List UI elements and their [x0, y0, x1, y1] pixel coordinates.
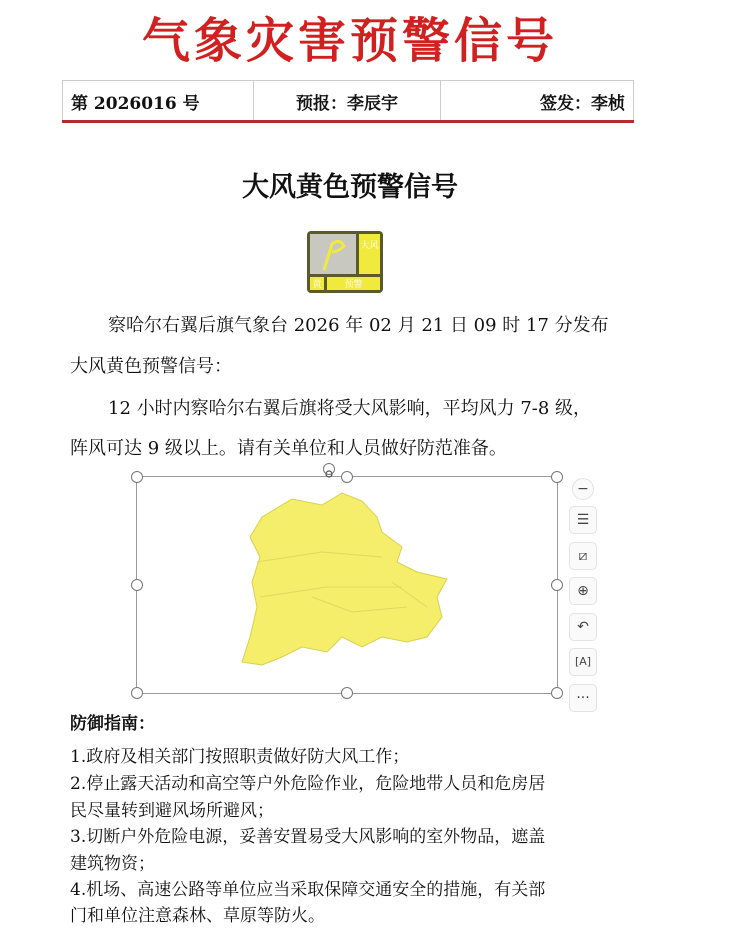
guide-line: 1.政府及相关部门按照职责做好防大风工作； [70, 747, 410, 767]
guide-line: 2.停止露天活动和高空等户外危险作业，危险地带人员和危房居 [70, 774, 546, 794]
guide-line: 民尽量转到避风场所避风； [70, 801, 274, 821]
resize-handle-tl[interactable] [131, 471, 143, 483]
icon-label-left: 黄 [310, 277, 324, 290]
icon-label-bottom: 预警 [327, 277, 380, 290]
guide-line: 4.机场、高速公路等单位应当采取保障交通安全的措施，有关部 [70, 880, 546, 900]
region-map [232, 487, 462, 667]
icon-label-top: 大风 [359, 234, 380, 274]
more-icon[interactable]: ··· [569, 684, 597, 712]
selected-image-frame[interactable] [136, 476, 558, 694]
wind-flag-icon [310, 234, 356, 274]
warning-signal-icon [307, 231, 383, 293]
collapse-icon[interactable]: − [572, 478, 594, 500]
header-table [62, 80, 634, 121]
rotate-handle[interactable] [323, 463, 335, 475]
forecaster: 预报：李辰宇 [254, 81, 441, 121]
guide-line: 3.切断户外危险电源，妥善安置易受大风影响的室外物品，遮盖 [70, 827, 546, 847]
resize-handle-tr[interactable] [551, 471, 563, 483]
text-wrap-icon[interactable]: ☰ [569, 506, 597, 534]
resize-handle-t[interactable] [341, 471, 353, 483]
resize-handle-l[interactable] [131, 579, 143, 591]
para2-line1: 12 小时内察哈尔右翼后旗将受大风影响，平均风力 7-8 级， [108, 398, 592, 419]
resize-handle-r[interactable] [551, 579, 563, 591]
issuer: 签发：李桢 [540, 93, 625, 114]
document-title: 气象灾害预警信号 [141, 13, 558, 69]
doc-number: 第 2026016 号 [63, 81, 254, 121]
para2-line2: 阵风可达 9 级以上。请有关单位和人员做好防范准备。 [70, 438, 507, 459]
resize-handle-b[interactable] [341, 687, 353, 699]
para1-line1: 察哈尔右翼后旗气象台 2026 年 02 月 21 日 09 时 17 分发布 [108, 315, 609, 336]
zoom-in-icon[interactable]: ⊕ [569, 577, 597, 605]
guide-heading: 防御指南： [70, 714, 155, 734]
guide-line: 建筑物资； [70, 854, 155, 874]
red-divider [62, 120, 634, 123]
guide-line: 门和单位注意森林、草原等防火。 [70, 906, 325, 926]
resize-handle-bl[interactable] [131, 687, 143, 699]
signal-title: 大风黄色预警信号 [242, 172, 458, 203]
para1-line2: 大风黄色预警信号： [70, 356, 232, 377]
ocr-icon[interactable]: [A] [569, 648, 597, 676]
rotate-icon[interactable]: ↶ [569, 613, 597, 641]
rotate-handle-icon [324, 469, 334, 479]
resize-handle-br[interactable] [551, 687, 563, 699]
crop-icon[interactable]: ⧄ [569, 542, 597, 570]
